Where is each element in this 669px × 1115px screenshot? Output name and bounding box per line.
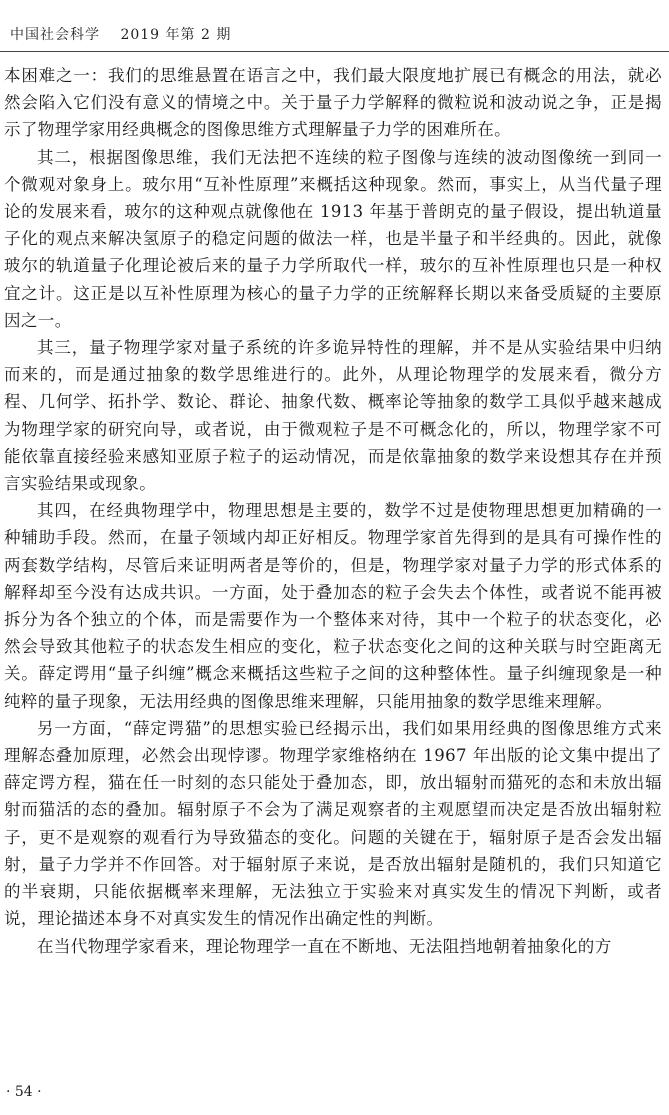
paragraph-second-point: 其二，根据图像思维，我们无法把不连续的粒子图像与连续的波动图像统一到同一个微观对象身上。玻尔用“互补性原理”来概括这种现象。然而，事实上，从当代量子理论的发展来看，玻尔的这种观点就像他在 1913 年基于普朗克的量子假设，提出轨道量子化的观点来解决氢原子的稳定问题的做法一样，也是半量子和半经典的。因此，就像玻尔的轨道量子化理论被后来的量子力学所取代一样，玻尔的互补性原理也只是一种权宜之计。这正是以互补性原理为核心的量子力学的正统解释长期以来备受质疑的主要原因之一。 (4, 147, 662, 330)
page-number: · 54 · (6, 1084, 42, 1100)
paragraph-continued: 本困难之一：我们的思维悬置在语言之中，我们最大限度地扩展已有概念的用法，就必然会陷入它们没有意义的情境之中。关于量子力学解释的微粒说和波动说之争，正是揭示了物理学家用经典概念的图像思维方式理解量子力学的困难所在。 (4, 66, 662, 140)
paragraph-other-aspect: 另一方面，“薛定谔猫”的思想实验已经揭示出，我们如果用经典的图像思维方式来理解态叠加原理，必然会出现悖谬。物理学家维格纳在 1967 年出版的论文集中提出了薛定谔方程，猫在任一时刻的态只能处于叠加态，即，放出辐射而猫死的态和未放出辐射而猫活的态的叠加。辐射原子不会为了满足观察者的主观愿望而决定是否放出辐射粒子，更不是观察的观看行为导致猫态的变化。问题的关键在于，辐射原子是否会发出辐射，量子力学并不作回答。对于辐射原子来说，是否放出辐射是随机的，我们只知道它的半衰期，只能依据概率来理解，无法独立于实验来对真实发生的情况下判断，或者说，理论描述本身不对真实发生的情况作出确定性的判断。 (4, 718, 662, 929)
paragraph-fourth-point: 其四，在经典物理学中，物理思想是主要的，数学不过是使物理思想更加精确的一种辅助手段。然而，在量子领域内却正好相反。物理学家首先得到的是具有可操作性的两套数学结构，尽管后来证明两者是等价的，但是，物理学家对量子力学的形式体系的解释却至今没有达成共识。一方面，处于叠加态的粒子会失去个体性，或者说不能再被拆分为各个独立的个体，而是需要作为一个整体来对待，其中一个粒子的状态变化，必然会导致其他粒子的状态发生相应的变化，粒子状态变化之间的这种关联与时空距离无关。薛定谔用“量子纠缠”概念来概括这些粒子之间的这种整体性。量子纠缠现象是一种纯粹的量子现象，无法用经典的图像思维来理解，只能用抽象的数学思维来理解。 (4, 501, 662, 711)
paragraph-contemporary-view: 在当代物理学家看来，理论物理学一直在不断地、无法阻挡地朝着抽象化的方 (37, 936, 612, 956)
paragraph-third-point: 其三，量子物理学家对量子系统的许多诡异特性的理解，并不是从实验结果中归纳而来的，而是通过抽象的数学思维进行的。此外，从理论物理学的发展来看，微分方程、几何学、拓扑学、数论、群论、抽象代数、概率论等抽象的数学工具似乎越来越成为物理学家的研究向导，或者说，由于微观粒子是不可概念化的，所以，物理学家不可能依靠直接经验来感知亚原子粒子的运动情况，而是依靠抽象的数学来设想其存在并预言实验结果或现象。 (4, 338, 662, 494)
header-rule (0, 51, 669, 52)
journal-running-head: 中国社会科学 2019 年第 2 期 (10, 27, 232, 43)
article-body (4, 62, 662, 960)
page-header (0, 0, 669, 56)
